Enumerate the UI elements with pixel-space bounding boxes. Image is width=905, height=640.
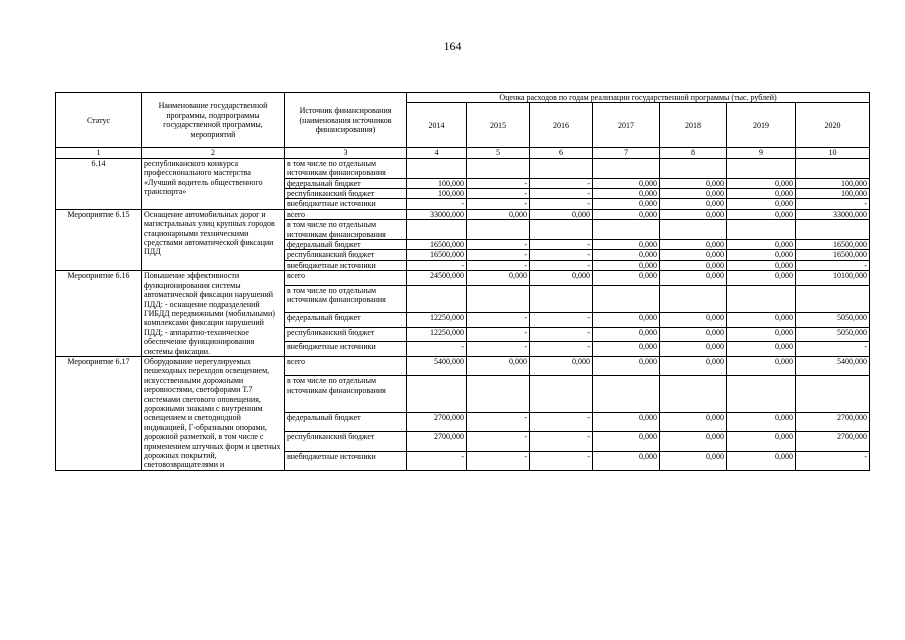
value-cell: 5050,000: [796, 327, 870, 342]
value-cell: [530, 158, 593, 178]
value-cell: -: [467, 451, 530, 470]
value-cell: [593, 285, 660, 313]
value-cell: [407, 285, 467, 313]
value-cell: [467, 376, 530, 413]
value-cell: [727, 285, 796, 313]
column-number: 6: [530, 148, 593, 158]
funding-source-cell: республиканский бюджет: [285, 189, 407, 199]
column-number: 7: [593, 148, 660, 158]
header-name: Наименование государственной программы, подпрограммы государственной программы, мероприятий: [142, 93, 285, 148]
value-cell: 100,000: [796, 178, 870, 188]
value-cell: -: [407, 199, 467, 209]
column-number: 10: [796, 148, 870, 158]
value-cell: 0,000: [660, 412, 727, 431]
value-cell: [796, 158, 870, 178]
value-cell: 0,000: [727, 412, 796, 431]
value-cell: 0,000: [593, 327, 660, 342]
value-cell: -: [530, 178, 593, 188]
column-number: 1: [56, 148, 142, 158]
value-cell: -: [796, 342, 870, 357]
status-cell: 6.14: [56, 158, 142, 209]
measure-name-cell: Повышение эффективности функционирования системы автоматической фиксации нарушений ПДД: - оснащение подразделений ГИБДД передвижными (мобильными) комплексами фиксации нарушений ПДД; - аппаратно-техническое обеспечение функционирования системы фиксации.: [142, 271, 285, 357]
value-cell: 0,000: [660, 432, 727, 451]
value-cell: 0,000: [593, 250, 660, 260]
table-row: [56, 158, 870, 178]
value-cell: -: [796, 260, 870, 270]
funding-source-cell: всего: [285, 209, 407, 219]
header-year: 2018: [660, 103, 727, 148]
value-cell: 0,000: [593, 240, 660, 250]
value-cell: -: [530, 199, 593, 209]
value-cell: -: [467, 412, 530, 431]
value-cell: 33000,000: [407, 209, 467, 219]
funding-source-cell: внебюджетные источники: [285, 451, 407, 470]
value-cell: 24500,000: [407, 271, 467, 286]
value-cell: 0,000: [467, 271, 530, 286]
funding-source-cell: в том числе по отдельным источникам финансирования: [285, 376, 407, 413]
header-year: 2015: [467, 103, 530, 148]
value-cell: -: [467, 189, 530, 199]
value-cell: 0,000: [467, 209, 530, 219]
header-year: 2020: [796, 103, 870, 148]
value-cell: [530, 376, 593, 413]
value-cell: -: [467, 240, 530, 250]
value-cell: 0,000: [727, 189, 796, 199]
value-cell: 0,000: [727, 342, 796, 357]
value-cell: 16500,000: [407, 250, 467, 260]
value-cell: 5400,000: [407, 356, 467, 375]
value-cell: 100,000: [796, 189, 870, 199]
header-year: 2017: [593, 103, 660, 148]
value-cell: [407, 158, 467, 178]
value-cell: 0,000: [727, 313, 796, 328]
value-cell: 0,000: [593, 451, 660, 470]
value-cell: [593, 376, 660, 413]
column-number: 4: [407, 148, 467, 158]
value-cell: -: [467, 342, 530, 357]
value-cell: -: [407, 260, 467, 270]
table-row: [56, 356, 870, 375]
value-cell: 0,000: [660, 313, 727, 328]
value-cell: 0,000: [660, 342, 727, 357]
value-cell: 10100,000: [796, 271, 870, 286]
value-cell: -: [530, 432, 593, 451]
value-cell: [407, 376, 467, 413]
value-cell: 0,000: [727, 271, 796, 286]
header-status: Статус: [56, 93, 142, 148]
column-number: 8: [660, 148, 727, 158]
value-cell: 0,000: [593, 342, 660, 357]
table-row: [56, 209, 870, 219]
funding-source-cell: федеральный бюджет: [285, 412, 407, 431]
value-cell: 0,000: [593, 271, 660, 286]
value-cell: -: [530, 327, 593, 342]
header-year: 2016: [530, 103, 593, 148]
value-cell: [593, 158, 660, 178]
funding-source-cell: республиканский бюджет: [285, 250, 407, 260]
value-cell: 0,000: [593, 356, 660, 375]
value-cell: -: [530, 250, 593, 260]
funding-source-cell: в том числе по отдельным источникам финансирования: [285, 158, 407, 178]
funding-source-cell: республиканский бюджет: [285, 327, 407, 342]
header-source: Источник финансирования (наименования источников финансирования): [285, 93, 407, 148]
funding-source-cell: внебюджетные источники: [285, 260, 407, 270]
value-cell: 0,000: [660, 327, 727, 342]
value-cell: [660, 285, 727, 313]
value-cell: 5050,000: [796, 313, 870, 328]
value-cell: 0,000: [727, 199, 796, 209]
value-cell: 0,000: [660, 250, 727, 260]
value-cell: -: [467, 250, 530, 260]
column-number: 5: [467, 148, 530, 158]
value-cell: 12250,000: [407, 313, 467, 328]
value-cell: 0,000: [593, 260, 660, 270]
value-cell: 0,000: [660, 189, 727, 199]
value-cell: -: [530, 313, 593, 328]
header-row: [56, 93, 870, 103]
value-cell: 100,000: [407, 178, 467, 188]
budget-table: [55, 92, 870, 471]
funding-source-cell: в том числе по отдельным источникам финансирования: [285, 220, 407, 240]
value-cell: 0,000: [727, 250, 796, 260]
value-cell: 16500,000: [796, 250, 870, 260]
status-cell: Мероприятие 6.15: [56, 209, 142, 270]
value-cell: 5400,000: [796, 356, 870, 375]
table-body: [56, 158, 870, 470]
value-cell: -: [530, 260, 593, 270]
funding-source-cell: в том числе по отдельным источникам финансирования: [285, 285, 407, 313]
value-cell: 0,000: [727, 432, 796, 451]
value-cell: 2700,000: [407, 432, 467, 451]
value-cell: [467, 220, 530, 240]
value-cell: 0,000: [593, 178, 660, 188]
value-cell: -: [530, 451, 593, 470]
funding-source-cell: федеральный бюджет: [285, 313, 407, 328]
value-cell: -: [407, 451, 467, 470]
value-cell: [467, 285, 530, 313]
value-cell: 0,000: [727, 327, 796, 342]
header-year: 2019: [727, 103, 796, 148]
status-cell: Мероприятие 6.16: [56, 271, 142, 357]
value-cell: -: [530, 342, 593, 357]
value-cell: 0,000: [660, 199, 727, 209]
value-cell: [660, 220, 727, 240]
funding-source-cell: внебюджетные источники: [285, 342, 407, 357]
column-number-row: [56, 148, 870, 158]
measure-name-cell: республиканского конкурса профессионального мастерства «Лучший водитель общественного транспорта»: [142, 158, 285, 209]
value-cell: [660, 158, 727, 178]
funding-source-cell: республиканский бюджет: [285, 432, 407, 451]
value-cell: 0,000: [660, 260, 727, 270]
value-cell: [796, 376, 870, 413]
status-cell: Мероприятие 6.17: [56, 356, 142, 470]
value-cell: 0,000: [530, 209, 593, 219]
value-cell: 0,000: [660, 209, 727, 219]
value-cell: -: [407, 342, 467, 357]
value-cell: -: [467, 432, 530, 451]
value-cell: 0,000: [530, 271, 593, 286]
funding-source-cell: федеральный бюджет: [285, 178, 407, 188]
value-cell: 0,000: [593, 432, 660, 451]
value-cell: 0,000: [727, 240, 796, 250]
value-cell: [727, 376, 796, 413]
measure-name-cell: Оборудование нерегулируемых пешеходных переходов освещением, искусственными дорожными неровностями, светофорами Т.7 системами светового оповещения, дорожными знаками с внутренним освещением и светодиодной индикацией, Г-образными опорами, дорожной разметкой, в том числе с применением штучных форм и цветных дорожных покрытий, световозвращателями и: [142, 356, 285, 470]
value-cell: [530, 220, 593, 240]
value-cell: 0,000: [727, 178, 796, 188]
value-cell: 0,000: [727, 451, 796, 470]
value-cell: 0,000: [593, 189, 660, 199]
value-cell: -: [467, 178, 530, 188]
value-cell: 0,000: [593, 313, 660, 328]
value-cell: -: [467, 327, 530, 342]
funding-source-cell: внебюджетные источники: [285, 199, 407, 209]
value-cell: 0,000: [727, 209, 796, 219]
value-cell: -: [796, 199, 870, 209]
value-cell: 2700,000: [796, 432, 870, 451]
value-cell: [467, 158, 530, 178]
value-cell: [727, 220, 796, 240]
value-cell: [796, 285, 870, 313]
value-cell: 0,000: [727, 260, 796, 270]
value-cell: 0,000: [593, 209, 660, 219]
funding-source-cell: федеральный бюджет: [285, 240, 407, 250]
value-cell: 16500,000: [796, 240, 870, 250]
value-cell: 0,000: [660, 178, 727, 188]
value-cell: -: [796, 451, 870, 470]
value-cell: 0,000: [660, 240, 727, 250]
value-cell: -: [467, 260, 530, 270]
funding-source-cell: всего: [285, 356, 407, 375]
value-cell: -: [530, 412, 593, 431]
value-cell: [796, 220, 870, 240]
value-cell: 0,000: [530, 356, 593, 375]
header-estimate: Оценка расходов по годам реализации государственной программы (тыс. рублей): [407, 93, 870, 103]
value-cell: 0,000: [593, 199, 660, 209]
value-cell: -: [467, 199, 530, 209]
value-cell: 12250,000: [407, 327, 467, 342]
value-cell: 0,000: [660, 271, 727, 286]
value-cell: 0,000: [660, 451, 727, 470]
value-cell: [407, 220, 467, 240]
value-cell: 33000,000: [796, 209, 870, 219]
value-cell: 100,000: [407, 189, 467, 199]
column-number: 2: [142, 148, 285, 158]
header-year: 2014: [407, 103, 467, 148]
value-cell: -: [530, 189, 593, 199]
value-cell: -: [467, 313, 530, 328]
value-cell: 0,000: [593, 412, 660, 431]
value-cell: [660, 376, 727, 413]
value-cell: [727, 158, 796, 178]
table-row: [56, 271, 870, 286]
measure-name-cell: Оснащение автомобильных дорог и магистральных улиц крупных городов стационарными техническими средствами автоматической фиксации ПДД: [142, 209, 285, 270]
value-cell: [593, 220, 660, 240]
value-cell: 2700,000: [407, 412, 467, 431]
page-number: 164: [443, 39, 462, 53]
value-cell: [530, 285, 593, 313]
column-number: 3: [285, 148, 407, 158]
column-number: 9: [727, 148, 796, 158]
value-cell: 16500,000: [407, 240, 467, 250]
value-cell: 2700,000: [796, 412, 870, 431]
value-cell: 0,000: [467, 356, 530, 375]
funding-source-cell: всего: [285, 271, 407, 286]
value-cell: 0,000: [727, 356, 796, 375]
value-cell: -: [530, 240, 593, 250]
value-cell: 0,000: [660, 356, 727, 375]
